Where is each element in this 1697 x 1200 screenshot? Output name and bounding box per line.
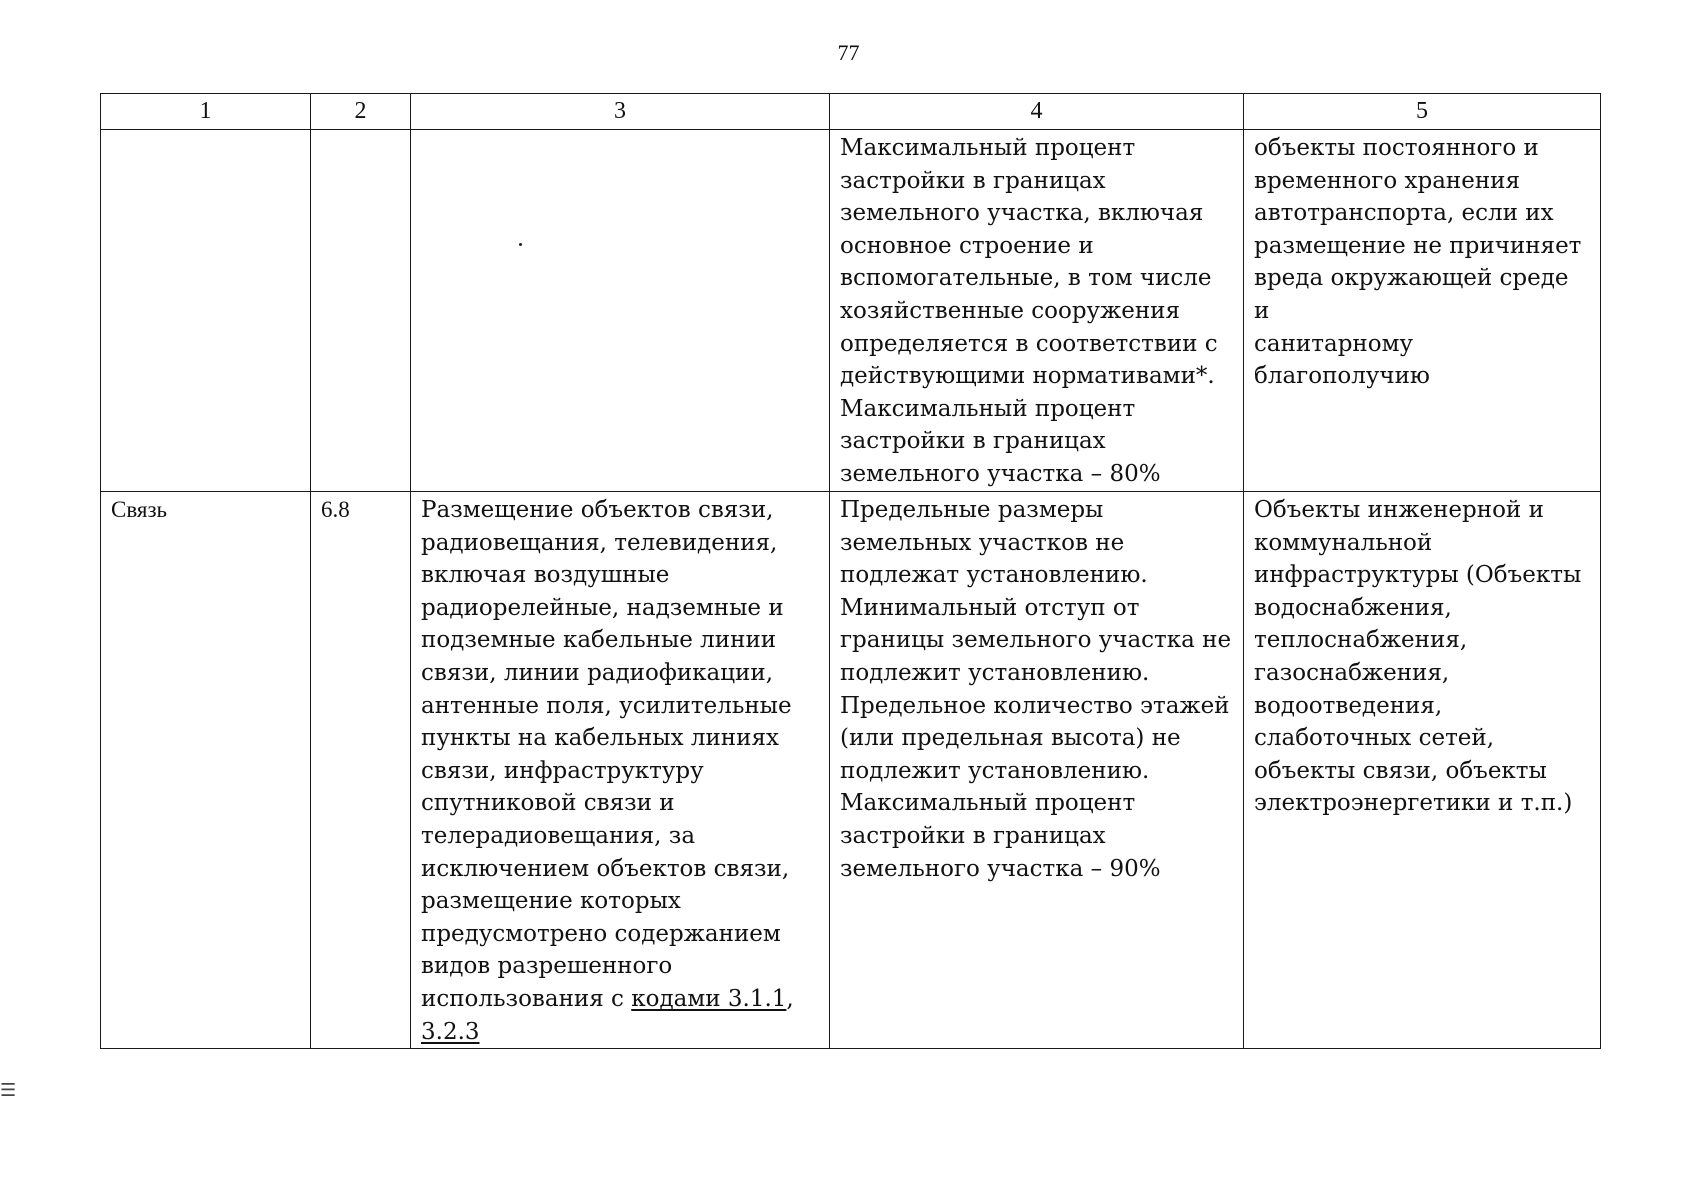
code-link-3-2-3[interactable]: 3.2.3 — [421, 1018, 480, 1045]
page-number: 77 — [837, 40, 860, 65]
table-row-svyaz — [101, 492, 1601, 1049]
cell-use-description — [411, 492, 830, 1049]
header-col-4: 4 — [830, 94, 1244, 130]
cell-use-description — [411, 130, 830, 492]
cell-use-name — [101, 492, 311, 1049]
cell-use-name — [101, 130, 311, 492]
header-col-5: 5 — [1244, 94, 1601, 130]
land-use-table — [100, 93, 1601, 1049]
cell-auxiliary-uses — [1244, 492, 1601, 1049]
parameters-text: Максимальный процент застройки в границах земельного участка, включая основное строение и вспомогательные, в том числе хозяйственные сооружения определяется в соответствии с действующими нормативами*. Максимальный процент застройки в границах земельного участка – 80% — [840, 135, 1218, 487]
cell-auxiliary-uses — [1244, 130, 1601, 492]
auxiliary-uses-text: Объекты инженерной и коммунальной инфраструктуры (Объекты водоснабжения, теплоснабжения, газоснабжения, водоотведения, слаботочных сетей, объекты связи, объекты электроэнергетики и т.п.) — [1254, 497, 1582, 817]
cell-parameters — [830, 492, 1244, 1049]
parameters-text: Предельные размеры земельных участков не подлежат установлению. Минимальный отступ от границы земельного участка не подлежит установлению. Предельное количество этажей (или предельная высота) не подлежит установлению. Максимальный процент застройки в границах земельного участка – 90% — [840, 497, 1232, 882]
use-name-text: Связь — [111, 497, 168, 522]
use-description-text: Размещение объектов связи, радиовещания, телевидения, включая воздушные радиорелейные, надземные и подземные кабельные линии связи, линии радиофикации, антенные поля, усилительные пункты на кабельных линиях связи, инфраструктуру спутниковой связи и телерадиовещания, за исключением объектов связи, размещение которых предусмотрено содержанием видов разрешенного использования с кодами 3.1.1, 3.2.3 — [421, 497, 794, 1045]
cell-parameters — [830, 130, 1244, 492]
header-col-2: 2 — [311, 94, 411, 130]
cell-use-code — [311, 130, 411, 492]
use-code-text: 6.8 — [321, 497, 350, 522]
stray-dot-mark — [519, 243, 522, 246]
auxiliary-uses-text: объекты постоянного и временного хранения автотранспорта, если их размещение не причиняет вреда окружающей среде и санитарному благополучию — [1254, 135, 1582, 390]
cell-use-code — [311, 492, 411, 1049]
table-row-continuation — [101, 130, 1601, 492]
margin-mark-icon: ☰ — [0, 1080, 17, 1101]
codes-link[interactable]: кодами 3.1.1 — [631, 985, 787, 1012]
header-row — [101, 94, 1601, 130]
header-col-3: 3 — [411, 94, 830, 130]
header-col-1: 1 — [101, 94, 311, 130]
